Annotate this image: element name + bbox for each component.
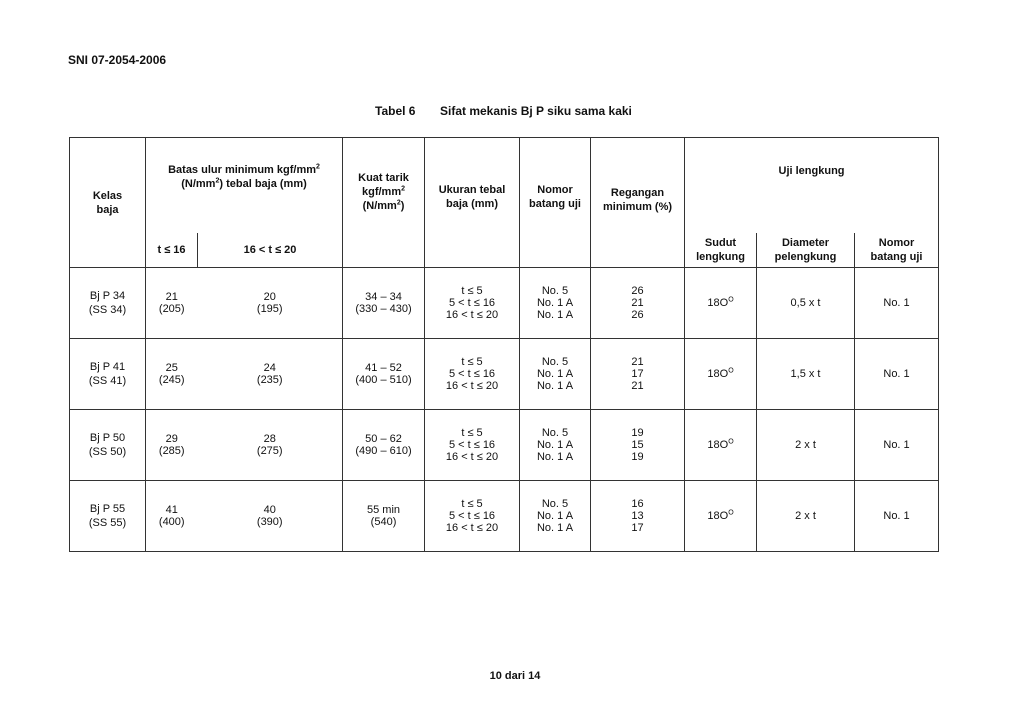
cell-elongation: 26 21 26: [591, 268, 685, 339]
cell-thickness: t ≤ 5 5 < t ≤ 16 16 < t ≤ 20: [425, 268, 520, 339]
cell-yield-t16: 41 (400): [146, 481, 198, 552]
header-nomor-uji: Nomor batang uji: [855, 233, 939, 268]
cell-bend-number: No. 1: [855, 410, 939, 481]
header-batas-ulur: Batas ulur minimum kgf/$mm^2$ $(N/mm^2)$ tebal baja (mm): [146, 138, 343, 234]
header-regangan: Regangan minimum (%): [591, 138, 685, 268]
cell-bend-number: No. 1: [855, 339, 939, 410]
cell-yield-t20: 28 (275): [198, 410, 343, 481]
cell-bend-diameter: 1,5 x t: [757, 339, 855, 410]
header-ukuran-tebal: Ukuran tebal baja (mm): [425, 138, 520, 268]
cell-bend-angle: $18O^O$: [685, 481, 757, 552]
cell-yield-t20: 20 (195): [198, 268, 343, 339]
document-code: SNI 07-2054-2006: [68, 53, 167, 67]
cell-specimen: No. 5 No. 1 A No. 1 A: [520, 481, 591, 552]
cell-elongation: 19 15 19: [591, 410, 685, 481]
cell-bend-number: No. 1: [855, 481, 939, 552]
cell-bend-number: No. 1: [855, 268, 939, 339]
cell-bend-angle: $18O^O$: [685, 268, 757, 339]
table-row: [70, 268, 939, 339]
cell-yield-t16: 29 (285): [146, 410, 198, 481]
cell-thickness: t ≤ 5 5 < t ≤ 16 16 < t ≤ 20: [425, 410, 520, 481]
header-diameter: Diameter pelengkung: [757, 233, 855, 268]
cell-specimen: No. 5 No. 1 A No. 1 A: [520, 410, 591, 481]
cell-thickness: t ≤ 5 5 < t ≤ 16 16 < t ≤ 20: [425, 481, 520, 552]
header-kelas: Kelas baja: [70, 138, 146, 268]
cell-kelas: Bj P 50 (SS 50): [70, 410, 146, 481]
table-row: [70, 339, 939, 410]
cell-kelas: Bj P 34 (SS 34): [70, 268, 146, 339]
cell-yield-t20: 40 (390): [198, 481, 343, 552]
header-uji-lengkung: Uji lengkung: [685, 138, 939, 234]
table-number: Tabel 6: [375, 104, 416, 118]
cell-yield-t16: 25 (245): [146, 339, 198, 410]
cell-bend-diameter: 2 x t: [757, 481, 855, 552]
table-title: Sifat mekanis Bj P siku sama kaki: [440, 104, 632, 118]
header-sub-t1: t ≤ 16: [146, 233, 198, 268]
header-sudut: Sudut lengkung: [685, 233, 757, 268]
cell-specimen: No. 5 No. 1 A No. 1 A: [520, 268, 591, 339]
cell-specimen: No. 5 No. 1 A No. 1 A: [520, 339, 591, 410]
cell-bend-diameter: 2 x t: [757, 410, 855, 481]
cell-tensile: 55 min (540): [343, 481, 425, 552]
cell-kelas: Bj P 41 (SS 41): [70, 339, 146, 410]
cell-yield-t20: 24 (235): [198, 339, 343, 410]
cell-elongation: 16 13 17: [591, 481, 685, 552]
cell-elongation: 21 17 21: [591, 339, 685, 410]
cell-bend-angle: $18O^O$: [685, 339, 757, 410]
page-number: 10 dari 14: [489, 670, 541, 682]
cell-tensile: 34 – 34 (330 – 430): [343, 268, 425, 339]
cell-tensile: 50 – 62 (490 – 610): [343, 410, 425, 481]
cell-yield-t16: 21 (205): [146, 268, 198, 339]
table-row: [70, 481, 939, 552]
header-kuat-tarik: Kuat tarik kgf/$mm^2$ $(N/mm^2)$: [343, 138, 425, 268]
header-sub-t2: 16 < t ≤ 20: [198, 233, 343, 268]
cell-bend-diameter: 0,5 x t: [757, 268, 855, 339]
header-nomor-batang: Nomor batang uji: [520, 138, 591, 268]
cell-kelas: Bj P 55 (SS 55): [70, 481, 146, 552]
cell-thickness: t ≤ 5 5 < t ≤ 16 16 < t ≤ 20: [425, 339, 520, 410]
cell-bend-angle: $18O^O$: [685, 410, 757, 481]
cell-tensile: 41 – 52 (400 – 510): [343, 339, 425, 410]
table-row: [70, 410, 939, 481]
mechanical-properties-table: [69, 137, 939, 552]
